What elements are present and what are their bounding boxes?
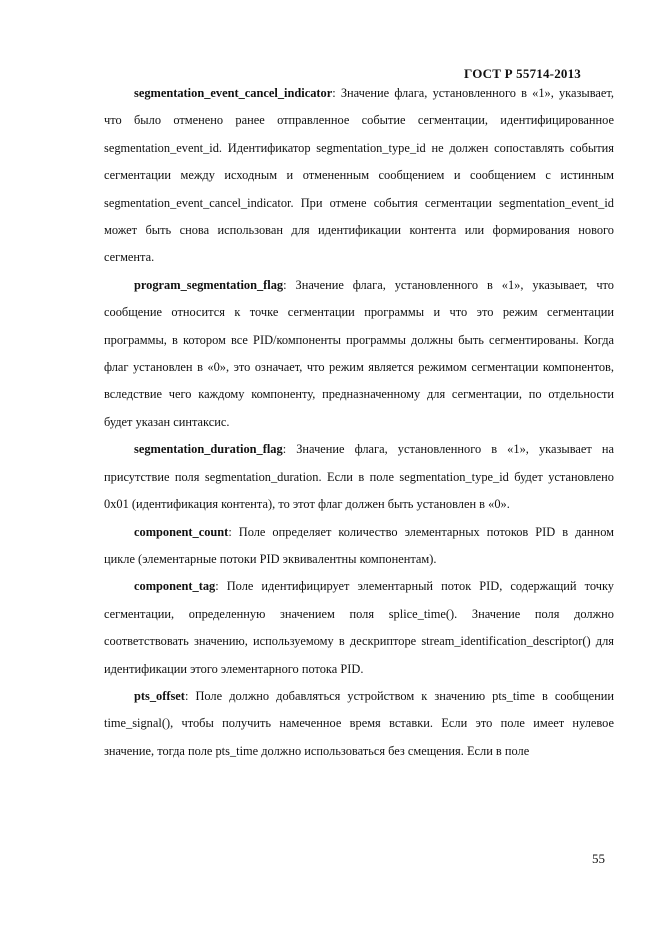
term-label: component_count	[134, 524, 229, 539]
term-description: : Значение флага, установленного в «1», указывает, что было отменено ранее отправленное событие сегментации, идентифицированное segmentation_event_id. Идентификатор segmentation_type_id не должен сопоставлять события сегментации между исходным и отмененным сообщением и сообщением с истинным segmentation_event_cancel_indicator. При отмене события сегментации segmentation_event_id может быть снова использован для идентификации контента или формирования нового сегмента.	[104, 86, 614, 265]
paragraph-component-tag	[104, 573, 614, 683]
term-label: component_tag	[134, 579, 216, 594]
term-description: : Поле идентифицирует элементарный поток PID, содержащий точку сегментации, определенную значением поля splice_time(). Значение поля должно соответствовать значению, используемому в дескрипторе stream_identification_descriptor() для идентификации этого элементарного потока PID.	[104, 579, 614, 676]
term-label: segmentation_duration_flag	[134, 442, 283, 457]
term-label: segmentation_event_cancel_indicator	[134, 86, 333, 100]
term-description: : Значение флага, установленного в «1», указывает на присутствие поля segmentation_duration. Если в поле segmentation_type_id будет установлено 0x01 (идентификация контента), то этот флаг должен быть установлен в «0».	[104, 442, 614, 512]
term-description: : Поле должно добавляться устройством к значению pts_time в сообщении time_signal(), чтобы получить намеченное время вставки. Если это поле имеет нулевое значение, тогда поле pts_time должно использоваться без смещения. Если в поле	[104, 688, 614, 758]
paragraph-segmentation-event-cancel-indicator	[104, 80, 614, 272]
term-description: : Поле определяет количество элементарных потоков PID в данном цикле (элементарные потоки PID эквивалентны компонентам).	[104, 524, 614, 566]
document-body	[104, 80, 614, 765]
term-label: program_segmentation_flag	[134, 277, 284, 292]
page-number: 55	[592, 851, 605, 866]
term-description: : Значение флага, установленного в «1», указывает, что сообщение относится к точке сегментации программы и что это режим сегментации программы, в котором все PID/компоненты программы должны быть сегментированы. Когда флаг установлен в «0», это означает, что режим является режимом сегментации компонентов, вследствие чего каждому компоненту, предназначенному для сегментации, по отдельности будет указан синтаксис.	[104, 277, 614, 429]
paragraph-component-count	[104, 519, 614, 574]
document-header: ГОСТ Р 55714-2013	[464, 66, 581, 81]
paragraph-program-segmentation-flag	[104, 272, 614, 436]
term-label: pts_offset	[134, 688, 185, 703]
paragraph-pts-offset	[104, 683, 614, 765]
paragraph-segmentation-duration-flag	[104, 436, 614, 518]
